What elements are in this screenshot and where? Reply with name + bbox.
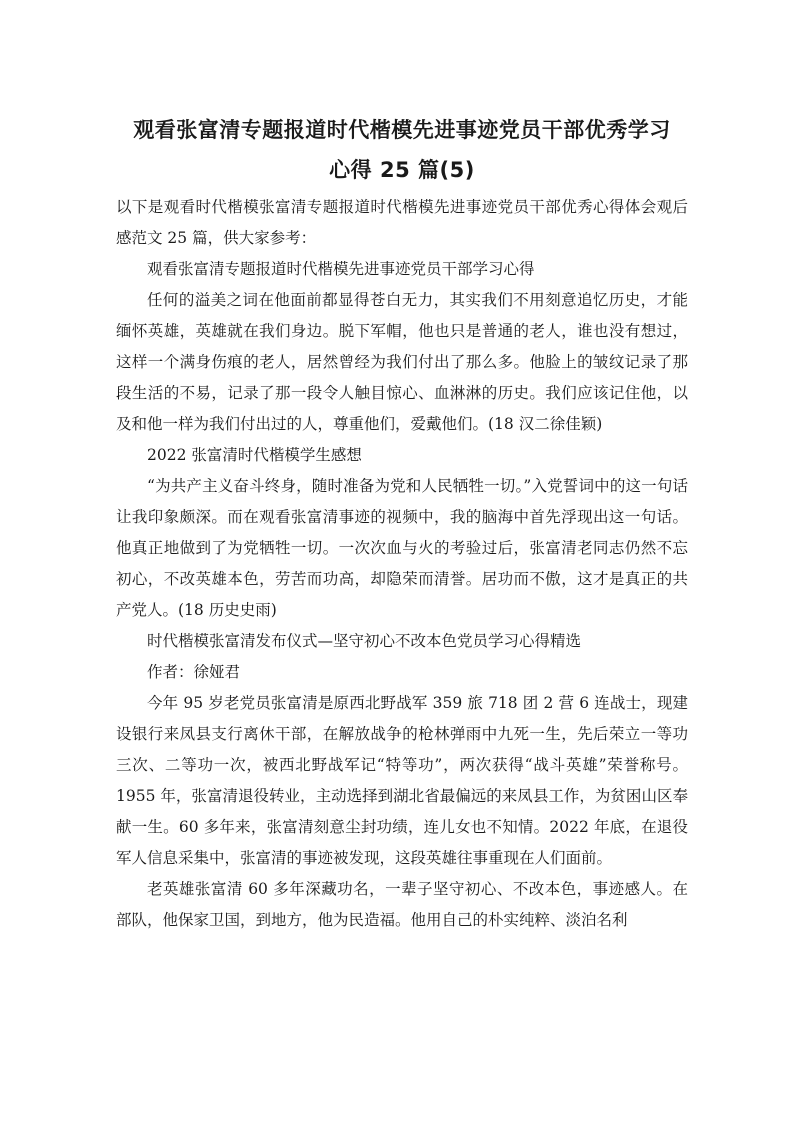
author-line: 作者：徐娅君 xyxy=(147,663,241,681)
body-paragraph-3: 今年 95 岁老党员张富清是原西北野战军 359 旅 718 团 2 营 6 连战士，现建设银行来凤县支行离休干部，在解放战争的枪林弹雨中九死一生，先后荣立一等功三次、二等功一次，被西北野战军记“特等功”，两次获得“战斗英雄”荣誉称号。1955 年，张富清退役转业，主动选择到湖北省最偏远的来凤县工作，为贫困山区奉献一生。60 多年来，张富清刻意尘封功绩，连儿女也不知情。2022 年底，在退役军人信息采集中，张富清的事迹被发现，这段英雄往事重现在人们面前。 xyxy=(116,694,688,867)
section-heading-1: 观看张富清专题报道时代楷模先进事迹党员干部学习心得 xyxy=(147,260,535,278)
section-heading-2: 2022 张富清时代楷模学生感想 xyxy=(147,446,362,464)
title-line-1: 观看张富清专题报道时代楷模先进事迹党员干部优秀学习 xyxy=(133,118,671,142)
body-paragraph-4: 老英雄张富清 60 多年深藏功名，一辈子坚守初心、不改本色，事迹感人。在部队，他保家卫国，到地方，他为民造福。他用自己的朴实纯粹、淡泊名利 xyxy=(116,880,688,929)
intro-paragraph: 以下是观看时代楷模张富清专题报道时代楷模先进事迹党员干部优秀心得体会观后感范文 25 篇，供大家参考： xyxy=(116,198,688,247)
document-title xyxy=(116,110,688,190)
body-paragraph-2: “为共产主义奋斗终身，随时准备为党和人民牺牲一切。”入党誓词中的这一句话让我印象颇深。而在观看张富清事迹的视频中，我的脑海中首先浮现出这一句话。他真正地做到了为党牺牲一切。一次次血与火的考验过后，张富清老同志仍然不忘初心，不改英雄本色，劳苦而功高，却隐荣而清誉。居功而不傲，这才是真正的共产党人。(18 历史史雨) xyxy=(116,477,688,619)
document-page xyxy=(116,110,688,936)
section-heading-3: 时代楷模张富清发布仪式—坚守初心不改本色党员学习心得精选 xyxy=(147,632,582,650)
title-line-2: 心得 25 篇(5) xyxy=(329,158,475,182)
body-paragraph-1: 任何的溢美之词在他面前都显得苍白无力，其实我们不用刻意追忆历史，才能缅怀英雄，英雄就在我们身边。脱下军帽，他也只是普通的老人，谁也没有想过，这样一个满身伤痕的老人，居然曾经为我们付出了那么多。他脸上的皱纹记录了那段生活的不易，记录了那一段令人触目惊心、血淋淋的历史。我们应该记住他，以及和他一样为我们付出过的人，尊重他们，爱戴他们。(18 汉二徐佳颖) xyxy=(116,291,688,433)
